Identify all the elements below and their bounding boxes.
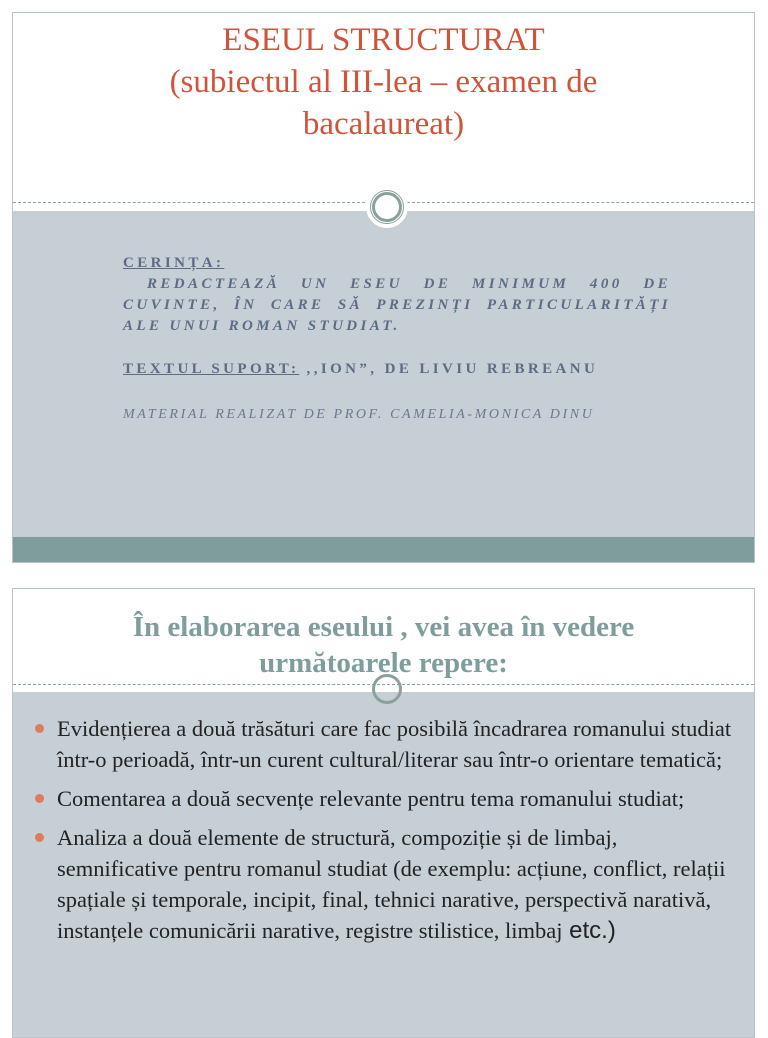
- list-item-text: Evidențierea a două trăsături care fac posibilă încadrarea romanului studiat într-o perioadă, într-un curent cultural/literar sau într-o orientare tematică;: [57, 716, 732, 772]
- title-line: următoarele repere:: [259, 647, 508, 679]
- requirement-label: CERINȚA:: [123, 255, 225, 271]
- list-item-tail: etc.): [562, 917, 616, 944]
- guidelines-list: [33, 713, 740, 954]
- requirement-text: REDACTEAZĂ UN ESEU DE MINIMUM 400 DE CUVINTE, ÎN CARE SĂ PREZINȚI PARTICULARITĂȚI ALE UNUI ROMAN STUDIAT.: [123, 276, 671, 334]
- ring-ornament-icon: [367, 669, 403, 705]
- title-line: bacalaureat): [302, 106, 465, 142]
- list-item-text: Comentarea a două secvențe relevante pentru tema romanului studiat;: [57, 786, 685, 811]
- ring-ornament-icon: [366, 186, 408, 228]
- author-credit: MATERIAL REALIZAT DE PROF. CAMELIA-MONICA DINU: [123, 407, 595, 422]
- support-text: [123, 359, 671, 380]
- slide-1-title: [13, 19, 754, 145]
- title-line: În elaborarea eseului , vei avea în vedere: [132, 611, 635, 643]
- slide-1: [12, 12, 755, 563]
- support-value: ,,ION”, DE LIVIU REBREANU: [299, 361, 599, 377]
- list-item: [33, 822, 740, 946]
- slide-2: [12, 588, 755, 1038]
- support-label: TEXTUL SUPORT:: [123, 361, 300, 377]
- bullet-icon: [35, 724, 44, 733]
- footer-band: [13, 537, 754, 563]
- title-line: (subiectul al III-lea – examen de: [169, 64, 598, 100]
- title-line: ESEUL STRUCTURAT: [222, 22, 545, 58]
- bullet-icon: [35, 794, 44, 803]
- bullet-icon: [35, 833, 44, 842]
- list-item-text: Analiza a două elemente de structură, compoziție și de limbaj, semnificative pentru romanul studiat (de exemplu: acțiune, conflict, relații spațiale și temporale, incipit, final, tehnici narative, perspectivă narativă, instanțele comunicării narative, registre stilistice, limbaj: [57, 825, 726, 943]
- list-item: [33, 783, 740, 814]
- list-item: [33, 713, 740, 775]
- slide-1-body: [123, 253, 671, 425]
